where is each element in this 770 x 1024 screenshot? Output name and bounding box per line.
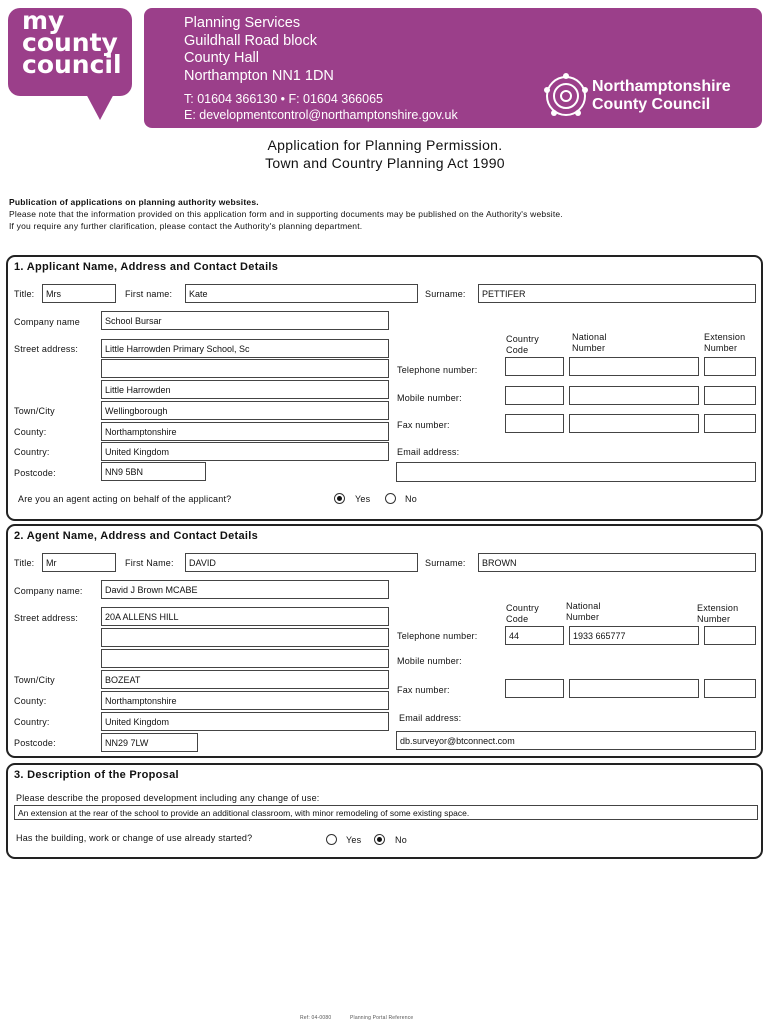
agent-email-label: Email address:: [399, 713, 462, 723]
agent-street-field-2[interactable]: [101, 628, 389, 647]
agent-company-label: Company name:: [14, 586, 83, 596]
notice-line-1: Please note that the information provided on this application form and in supporting documents may be published on the Authority's website.: [9, 209, 563, 219]
agent-title-label: Title:: [14, 558, 35, 568]
applicant-national-number-header: National Number: [572, 332, 607, 353]
agent-yes-radio[interactable]: [334, 493, 345, 504]
applicant-section-title: 1. Applicant Name, Address and Contact Details: [14, 261, 279, 273]
applicant-first-name-field[interactable]: Kate: [185, 284, 418, 303]
agent-postcode-field[interactable]: NN29 7LW: [101, 733, 198, 752]
proposal-section-title: 3. Description of the Proposal: [14, 769, 179, 781]
agent-first-name-field[interactable]: DAVID: [185, 553, 418, 572]
applicant-telephone-label: Telephone number:: [397, 365, 478, 375]
address-line-1: Planning Services: [184, 15, 301, 31]
agent-first-name-label: First Name:: [125, 558, 174, 568]
address-line-3: County Hall: [184, 50, 259, 66]
proposal-prompt: Please describe the proposed development including any change of use:: [16, 793, 320, 803]
applicant-mobile-label: Mobile number:: [397, 393, 462, 403]
agent-fax-country-code[interactable]: [505, 679, 564, 698]
applicant-email-field[interactable]: [396, 462, 756, 482]
applicant-fax-extension[interactable]: [704, 414, 756, 433]
rose-emblem-icon: [543, 73, 589, 119]
applicant-fax-country-code[interactable]: [505, 414, 564, 433]
applicant-postcode-field[interactable]: NN9 5BN: [101, 462, 206, 481]
applicant-title-label: Title:: [14, 289, 35, 299]
agent-title-field[interactable]: Mr: [42, 553, 116, 572]
logo-word-2: county: [22, 28, 118, 57]
applicant-email-label: Email address:: [397, 447, 460, 457]
council-name-line-2: County Council: [592, 96, 711, 113]
applicant-telephone-country-code[interactable]: [505, 357, 564, 376]
applicant-country-label: Country:: [14, 447, 50, 457]
notice-heading: Publication of applications on planning authority websites.: [9, 197, 259, 207]
agent-section-title: 2. Agent Name, Address and Contact Details: [14, 530, 259, 542]
agent-county-field[interactable]: Northamptonshire: [101, 691, 389, 710]
applicant-street-field-3[interactable]: Little Harrowden: [101, 380, 389, 399]
agent-town-label: Town/City: [14, 675, 55, 685]
applicant-telephone-extension[interactable]: [704, 357, 756, 376]
footer-ref: Ref: 04-0080: [300, 1015, 332, 1021]
started-no-label: No: [395, 835, 407, 845]
agent-telephone-label: Telephone number:: [397, 631, 478, 641]
applicant-street-field-2[interactable]: [101, 359, 389, 378]
applicant-surname-field[interactable]: PETTIFER: [478, 284, 756, 303]
agent-street-field-1[interactable]: 20A ALLENS HILL: [101, 607, 389, 626]
agent-yes-label: Yes: [355, 494, 371, 504]
agent-fax-national[interactable]: [569, 679, 699, 698]
agent-email-field[interactable]: db.surveyor@btconnect.com: [396, 731, 756, 750]
logo-word-1: my: [22, 6, 65, 35]
agent-no-label: No: [405, 494, 417, 504]
applicant-street-label: Street address:: [14, 344, 79, 354]
applicant-county-label: County:: [14, 427, 47, 437]
started-yes-radio[interactable]: [326, 834, 337, 845]
header-address: [184, 15, 334, 85]
applicant-mobile-country-code[interactable]: [505, 386, 564, 405]
applicant-country-field[interactable]: United Kingdom: [101, 442, 389, 461]
agent-company-field[interactable]: David J Brown MCABE: [101, 580, 389, 599]
agent-county-label: County:: [14, 696, 47, 706]
council-name-line-1: Northamptonshire: [592, 78, 731, 95]
applicant-title-field[interactable]: Mrs: [42, 284, 116, 303]
agent-street-label: Street address:: [14, 613, 79, 623]
address-line-2: Guildhall Road block: [184, 32, 317, 49]
applicant-county-field[interactable]: Northamptonshire: [101, 422, 389, 441]
logo-bubble-tail: [84, 90, 116, 120]
agent-postcode-label: Postcode:: [14, 738, 56, 748]
applicant-country-code-header: Country Code: [506, 334, 539, 355]
applicant-company-label: Company name: [14, 317, 80, 327]
agent-national-number-header: National Number: [566, 601, 601, 622]
agent-mobile-label: Mobile number:: [397, 656, 462, 666]
header-contact: [184, 91, 458, 123]
applicant-telephone-national[interactable]: [569, 357, 699, 376]
agent-country-code-header: Country Code: [506, 603, 539, 624]
agent-no-radio[interactable]: [385, 493, 396, 504]
agent-street-field-3[interactable]: [101, 649, 389, 668]
notice-line-2: If you require any further clarification, please contact the Authority's planning department.: [9, 221, 363, 231]
applicant-fax-national[interactable]: [569, 414, 699, 433]
applicant-mobile-extension[interactable]: [704, 386, 756, 405]
form-title-line-2: Town and Country Planning Act 1990: [265, 155, 505, 171]
started-no-radio[interactable]: [374, 834, 385, 845]
email-line: E: developmentcontrol@northamptonshire.gov.uk: [184, 108, 458, 122]
agent-surname-field[interactable]: BROWN: [478, 553, 756, 572]
agent-town-field[interactable]: BOZEAT: [101, 670, 389, 689]
agent-country-label: Country:: [14, 717, 50, 727]
logo-text: [22, 6, 122, 79]
phone-fax-line: T: 01604 366130 • F: 01604 366065: [184, 92, 383, 106]
applicant-company-field[interactable]: School Bursar: [101, 311, 389, 330]
agent-telephone-country-code[interactable]: 44: [505, 626, 564, 645]
started-question: Has the building, work or change of use already started?: [16, 833, 253, 843]
applicant-surname-label: Surname:: [425, 289, 466, 299]
applicant-town-field[interactable]: Wellingborough: [101, 401, 389, 420]
applicant-town-label: Town/City: [14, 406, 55, 416]
agent-extension-header: Extension Number: [697, 603, 739, 624]
logo-word-3: council: [22, 50, 122, 79]
applicant-street-field-1[interactable]: Little Harrowden Primary School, Sc: [101, 339, 389, 358]
agent-surname-label: Surname:: [425, 558, 466, 568]
applicant-first-name-label: First name:: [125, 289, 173, 299]
agent-fax-label: Fax number:: [397, 685, 450, 695]
footer-portal-ref: Planning Portal Reference: [350, 1015, 414, 1021]
form-title-line-1: Application for Planning Permission.: [267, 137, 503, 153]
applicant-mobile-national[interactable]: [569, 386, 699, 405]
agent-fax-extension[interactable]: [704, 679, 756, 698]
agent-country-field[interactable]: United Kingdom: [101, 712, 389, 731]
applicant-postcode-label: Postcode:: [14, 468, 56, 478]
applicant-extension-header: Extension Number: [704, 332, 746, 353]
address-line-4: Northampton NN1 1DN: [184, 67, 334, 84]
applicant-fax-label: Fax number:: [397, 420, 450, 430]
agent-question: Are you an agent acting on behalf of the applicant?: [18, 494, 232, 504]
agent-telephone-national[interactable]: 1933 665777: [569, 626, 699, 645]
agent-telephone-extension[interactable]: [704, 626, 756, 645]
started-yes-label: Yes: [346, 835, 362, 845]
proposal-description-field[interactable]: An extension at the rear of the school to provide an additional classroom, with minor remodeling of some existing space.: [14, 805, 758, 820]
council-name: [592, 78, 731, 114]
